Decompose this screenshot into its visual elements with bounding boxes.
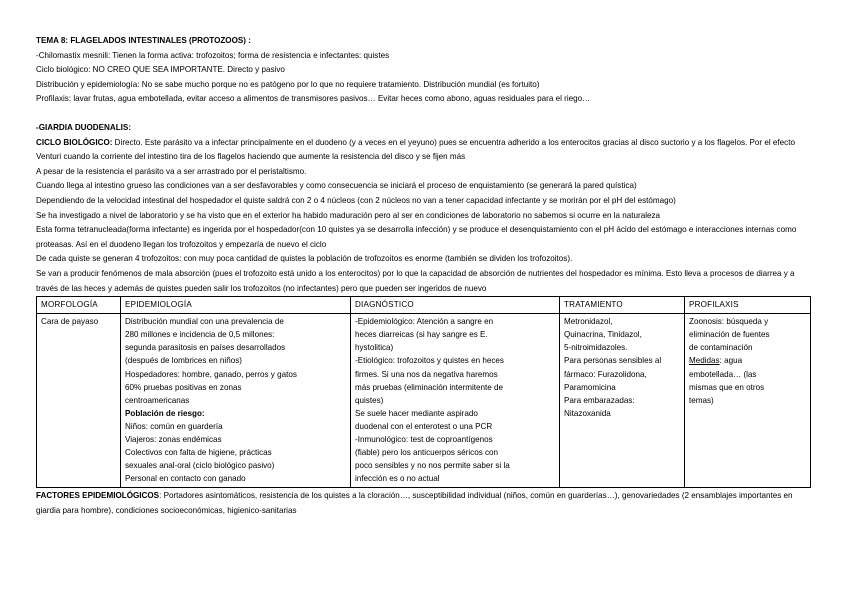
factores-paragraph (36, 489, 816, 518)
header-epidemiologia: EPIDEMIOLOGÍA (121, 297, 351, 314)
giardia-paragraph: A pesar de la resistencia el parásito va a ser arrastrado por el peristaltismo. (36, 166, 307, 176)
prof-line: Zoonosis: búsqueda y (689, 317, 769, 327)
trat-line: 5-nitroimidazoles. (564, 343, 628, 353)
tema-line-profilaxis: Profilaxis: lavar frutas, agua embotellada, evitar acceso a alimentos de transmisores pasivos… Evitar heces como abono, aguas residuales para el riego… (36, 94, 591, 104)
header-morfologia: MORFOLOGÍA (37, 297, 121, 314)
diag-line: hystolitica) (355, 343, 394, 353)
factores-text: : Portadores asintomáticos, resistencia de los quistes a la cloración…, susceptibilidad individual (niños, común en guarderías…), genovariedades (2 ensamblajes importantes en giardia para hombre), condiciones socioeconómicas, higienico-sanitarias (36, 491, 793, 515)
ciclo-biologico-text: Directo. Este parásito va a infectar principalmente en el duodeno (y a veces en el yeyuno) pues se encuentra adherido a los enterocitos gracias al disco suctorio y a los flagelos. Por el efecto Venturi cuando la corriente del intestino tira de los flagelos haciendo que aumente la resistencia del disco y se fijen más (36, 137, 795, 162)
epi-line: 60% pruebas positivas en zonas (125, 382, 242, 392)
giardia-paragraph: Se van a producir fenómenos de mala absorción (pues el trofozoito está unido a los enterocitos) por lo que la capacidad de absorción de nutrientes del hospedador es mínima. Esto lleva a procesos de diarrea y a través de las heces y además de quistes pueden salir los trofozoitos (no infectantes) pero que pueden ser ingeridos de nuevo (36, 268, 795, 293)
riesgo-line: Viajeros: zonas endémicas (125, 435, 222, 445)
prof-line: de contaminación (689, 343, 753, 353)
header-profilaxis: PROFILAXIS (685, 297, 811, 314)
header-diagnostico: DIAGNÓSTICO (351, 297, 560, 314)
giardia-title: -GIARDIA DUODENALIS: (36, 122, 132, 132)
morfologia-text: Cara de payaso (41, 317, 99, 327)
riesgo-line: Niños: común en guardería (125, 421, 223, 431)
factores-label: FACTORES EPIDEMIOLÓGICOS (36, 491, 160, 501)
tema-title: TEMA 8: FLAGELADOS INTESTINALES (PROTOZOOS) : (36, 36, 251, 45)
riesgo-line: sexuales anal-oral (ciclo biológico pasivo) (125, 461, 275, 471)
prof-medidas-line (689, 354, 806, 367)
cell-diagnostico (351, 314, 560, 488)
epi-line: Distribución mundial con una prevalencia de (125, 317, 284, 327)
giardia-paragraph: Dependiendo de la velocidad intestinal del hospedador el quiste saldrá con 2 o 4 núcleos (con 2 núcleos no van a tener capacidad infectante y se morirán por el pH del estómago) (36, 195, 676, 205)
prof-line: mismas que en otros (689, 382, 765, 392)
diag-line: Se suele hacer mediante aspirado (355, 408, 478, 418)
diag-line: quistes) (355, 395, 384, 405)
prof-line: temas) (689, 395, 714, 405)
diag-line: más pruebas (eliminación intermitente de (355, 382, 504, 392)
giardia-paragraph: Se ha investigado a nivel de laboratorio y se ha visto que en el exterior ha habido maduración pero al ser en condiciones de laboratorio no sabemos si ocurre en la naturaleza (36, 210, 661, 220)
trat-line: Para personas sensibles al (564, 356, 662, 366)
diag-line: poco sensibles y no nos permite saber si la (355, 461, 510, 471)
ciclo-biologico-label: CICLO BIOLÓGICO: (36, 137, 113, 147)
cell-profilaxis (685, 314, 811, 488)
cell-tratamiento (560, 314, 685, 488)
prof-line: eliminación de fuentes (689, 330, 770, 340)
trat-line: Nitazoxanida (564, 408, 611, 418)
trat-line: Para embarazadas: (564, 395, 635, 405)
cell-morfologia (37, 314, 121, 488)
document-page (36, 34, 816, 519)
tema-line-chilomastix: -Chilomastix mesnili: Tienen la forma activa: trofozoitos; forma de resistencia e infectantes: quistes (36, 50, 390, 60)
diag-line: firmes. Si una nos da negativa haremos (355, 369, 498, 379)
diag-line: -Inmunológico: test de coproantígenos (355, 435, 493, 445)
ciclo-biologico-paragraph (36, 136, 816, 165)
diag-line: infección es o no actual (355, 474, 440, 484)
riesgo-line: Personal en contacto con ganado (125, 474, 246, 484)
epi-line: centroamericanas (125, 395, 190, 405)
giardia-paragraph: Cuando llega al intestino grueso las condiciones van a ser desfavorables y como consecuencia se iniciará el proceso de enquistamiento (se generará la pared quística) (36, 181, 637, 191)
table-header-row (37, 297, 811, 314)
prof-line: embotellada… (las (689, 369, 757, 379)
diag-line: (fiable) pero los anticuerpos séricos con (355, 448, 499, 458)
table-row (37, 314, 811, 488)
tema-line-distribucion: Distribución y epidemiología: No se sabe mucho porque no es patógeno por lo que no requiere tratamiento. Distribución mundial (es fortuito) (36, 79, 540, 89)
giardia-paragraph: Esta forma tetranucleada(forma infectante) es ingerida por el hospedador(con 10 quistes ya se desarrolla infección) y se produce el desenquistamiento con el pH ácido del estómago e interacciones internas como proteasas. Así en el duodeno llegan los trofozoitos y empezaría de nuevo el ciclo (36, 225, 797, 249)
giardia-table (36, 296, 811, 488)
spacer (36, 107, 816, 121)
epi-line: (después de lombrices en niños) (125, 356, 242, 366)
giardia-paragraph: De cada quiste se generan 4 trofozoitos: con muy poca cantidad de quistes la población de trofozoitos es enorme (también se dividen los trofozoitos). (36, 254, 573, 264)
epi-line: Hospedadores: hombre, ganado, perros y gatos (125, 369, 297, 379)
medidas-label: Medidas (689, 356, 720, 366)
header-tratamiento: TRATAMIENTO (560, 297, 685, 314)
cell-epidemiologia (121, 314, 351, 488)
riesgo-label: Población de riesgo: (125, 408, 205, 418)
trat-line: Metronidazol, (564, 317, 613, 327)
diag-line: heces diarreicas (si hay sangre es E. (355, 330, 488, 340)
tema-line-ciclo: Ciclo biológico: NO CREO QUE SEA IMPORTANTE. Directo y pasivo (36, 65, 285, 75)
diag-line: -Epidemiológico: Atención a sangre en (355, 317, 494, 327)
trat-line: Quinacrina, Tinidazol, (564, 330, 642, 340)
diag-line: duodenal con el enterotest o una PCR (355, 421, 493, 431)
medidas-rest: : agua (719, 356, 743, 366)
epi-line: segunda parasitosis en países desarrollados (125, 343, 286, 353)
diag-line: -Etiológico: trofozoitos y quistes en heces (355, 356, 504, 366)
trat-line: fármaco: Furazolidona, (564, 369, 647, 379)
trat-line: Paramomicina (564, 382, 616, 392)
epi-line: 280 millones e incidencia de 0,5 millones: (125, 330, 275, 340)
riesgo-line: Colectivos con falta de higiene, prácticas (125, 448, 272, 458)
